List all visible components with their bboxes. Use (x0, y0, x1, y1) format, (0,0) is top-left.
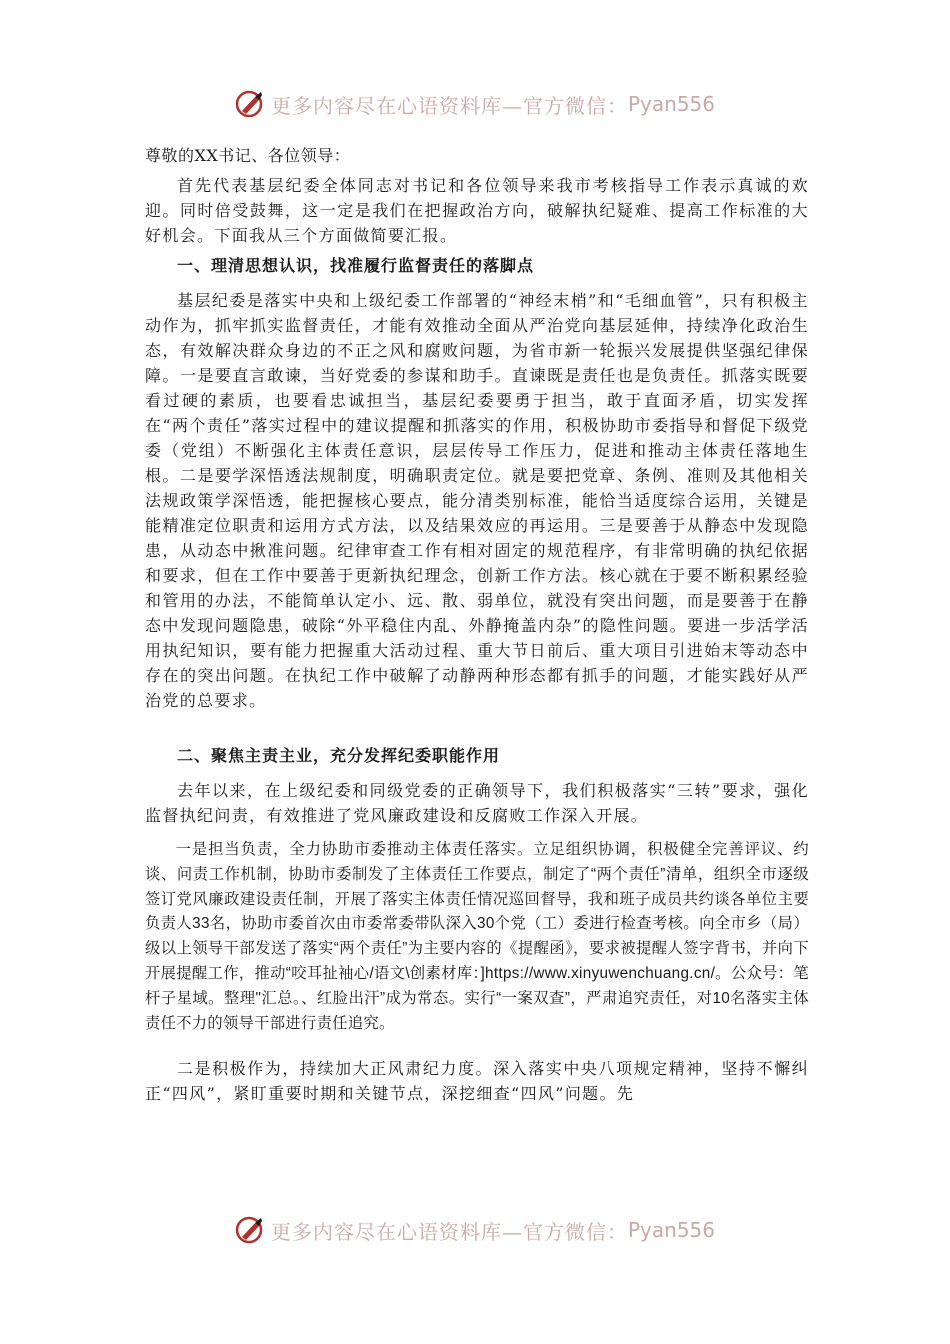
document-body (145, 143, 809, 1106)
banner-wechat-id: Pyan556 (627, 92, 715, 116)
section-2-intro-paragraph: 去年以来，在上级纪委和同级党委的正确领导下，我们积极落实“三转”要求，强化监督执纪问责，有效推进了党风廉政建设和反腐败工作深入开展。 (145, 781, 809, 825)
section-heading-2: 二、聚焦主责主业，充分发挥纪委职能作用 (177, 746, 501, 765)
banner-text: 更多内容尽在心语资料库—官方微信： (270, 93, 628, 118)
item-1-paragraph: 一是担当负责，全力协助市委推动主体责任落实。立足组织协调，积极健全完善评议、约谈、问责工作机制，协助市委制发了主体责任工作要点，制定了“两个责任”清单，组织全市逐级签订党风廉政建设责任制，开展了落实主体责任情况巡回督导，我和班子成员共约谈各单位主要负责人33名，协助市委首次由市委常委带队深入30个党（工）委进行检查考核。向全市乡（局）级以上领导干部发送了落实“两个责任”为主要内容的《提醒函》，要求被提醒人签字背书，并向下开展提醒工作，推动“咬耳扯袖心/语文\创素材库：]https://www.xinyuwenchuang.cn/。公众号：笔杆子星域。整理"汇总。、红脸出汗”成为常态。实行“一案双查”，严肃追究责任，对10名落实主体责任不力的领导干部进行责任追究。 (145, 841, 809, 1032)
section-1-paragraph: 基层纪委是落实中央和上级纪委工作部署的“神经末梢”和“毛细血管”，只有积极主动作为，抓牢抓实监督责任，才能有效推动全面从严治党向基层延伸，持续净化政治生态，有效解决群众身边的不正之风和腐败问题，为省市新一轮振兴发展提供坚强纪律保障。一是要直言敢谏，当好党委的参谋和助手。直谏既是责任也是负责任。抓落实既要看过硬的素质，也要看忠诚担当，基层纪委要勇于担当，敢于直面矛盾，切实发挥在“两个责任”落实过程中的建议提醒和抓落实的作用，积极协助市委指导和督促下级党委（党组）不断强化主体责任意识，层层传导工作压力，促进和推动主体责任落地生根。二是要学深悟透法规制度，明确职责定位。就是要把党章、条例、准则及其他相关法规政策学深悟透，能把握核心要点，能分清类别标准，能恰当适度综合运用，关键是能精准定位职责和运用方式方法，以及结果效应的再运用。三是要善于从静态中发现隐患，从动态中揪准问题。纪律审查工作有相对固定的规范程序，有非常明确的执纪依据和要求，但在工作中要善于更新执纪理念，创新工作方法。核心就在于要不断积累经验和管用的办法，不能简单认定小、远、散、弱单位，就没有突出问题，而是要善于在静态中发现问题隐患，破除“外平稳住内乱、外静掩盖内杂”的隐性问题。要进一步活学活用执纪知识，要有能力把握重大活动过程、重大节日前后、重大项目引进始末等动态中存在的突出问题。在执纪工作中破解了动静两种形态都有抓手的问题，才能实践好从严治党的总要求。 (145, 291, 809, 710)
pen-logo-icon (235, 89, 265, 119)
pen-logo-icon (235, 1215, 265, 1245)
footer-banner (0, 1210, 950, 1250)
salutation: 尊敬的XX书记、各位领导： (145, 146, 351, 165)
section-heading-1: 一、理清思想认识，找准履行监督责任的落脚点 (177, 256, 535, 275)
banner-wechat-id: Pyan556 (627, 1218, 715, 1242)
intro-paragraph: 首先代表基层纪委全体同志对书记和各位领导来我市考核指导工作表示真诚的欢迎。同时倍受鼓舞，这一定是我们在把握政治方向，破解执纪疑难、提高工作标准的大好机会。下面我从三个方面做简要汇报。 (145, 176, 809, 245)
header-banner (0, 84, 950, 124)
item-2-paragraph: 二是积极作为，持续加大正风肃纪力度。深入落实中央八项规定精神，坚持不懈纠正“四风”，紧盯重要时期和关键节点，深挖细查“四风”问题。先 (145, 1059, 809, 1104)
banner-text: 更多内容尽在心语资料库—官方微信： (270, 1219, 628, 1244)
